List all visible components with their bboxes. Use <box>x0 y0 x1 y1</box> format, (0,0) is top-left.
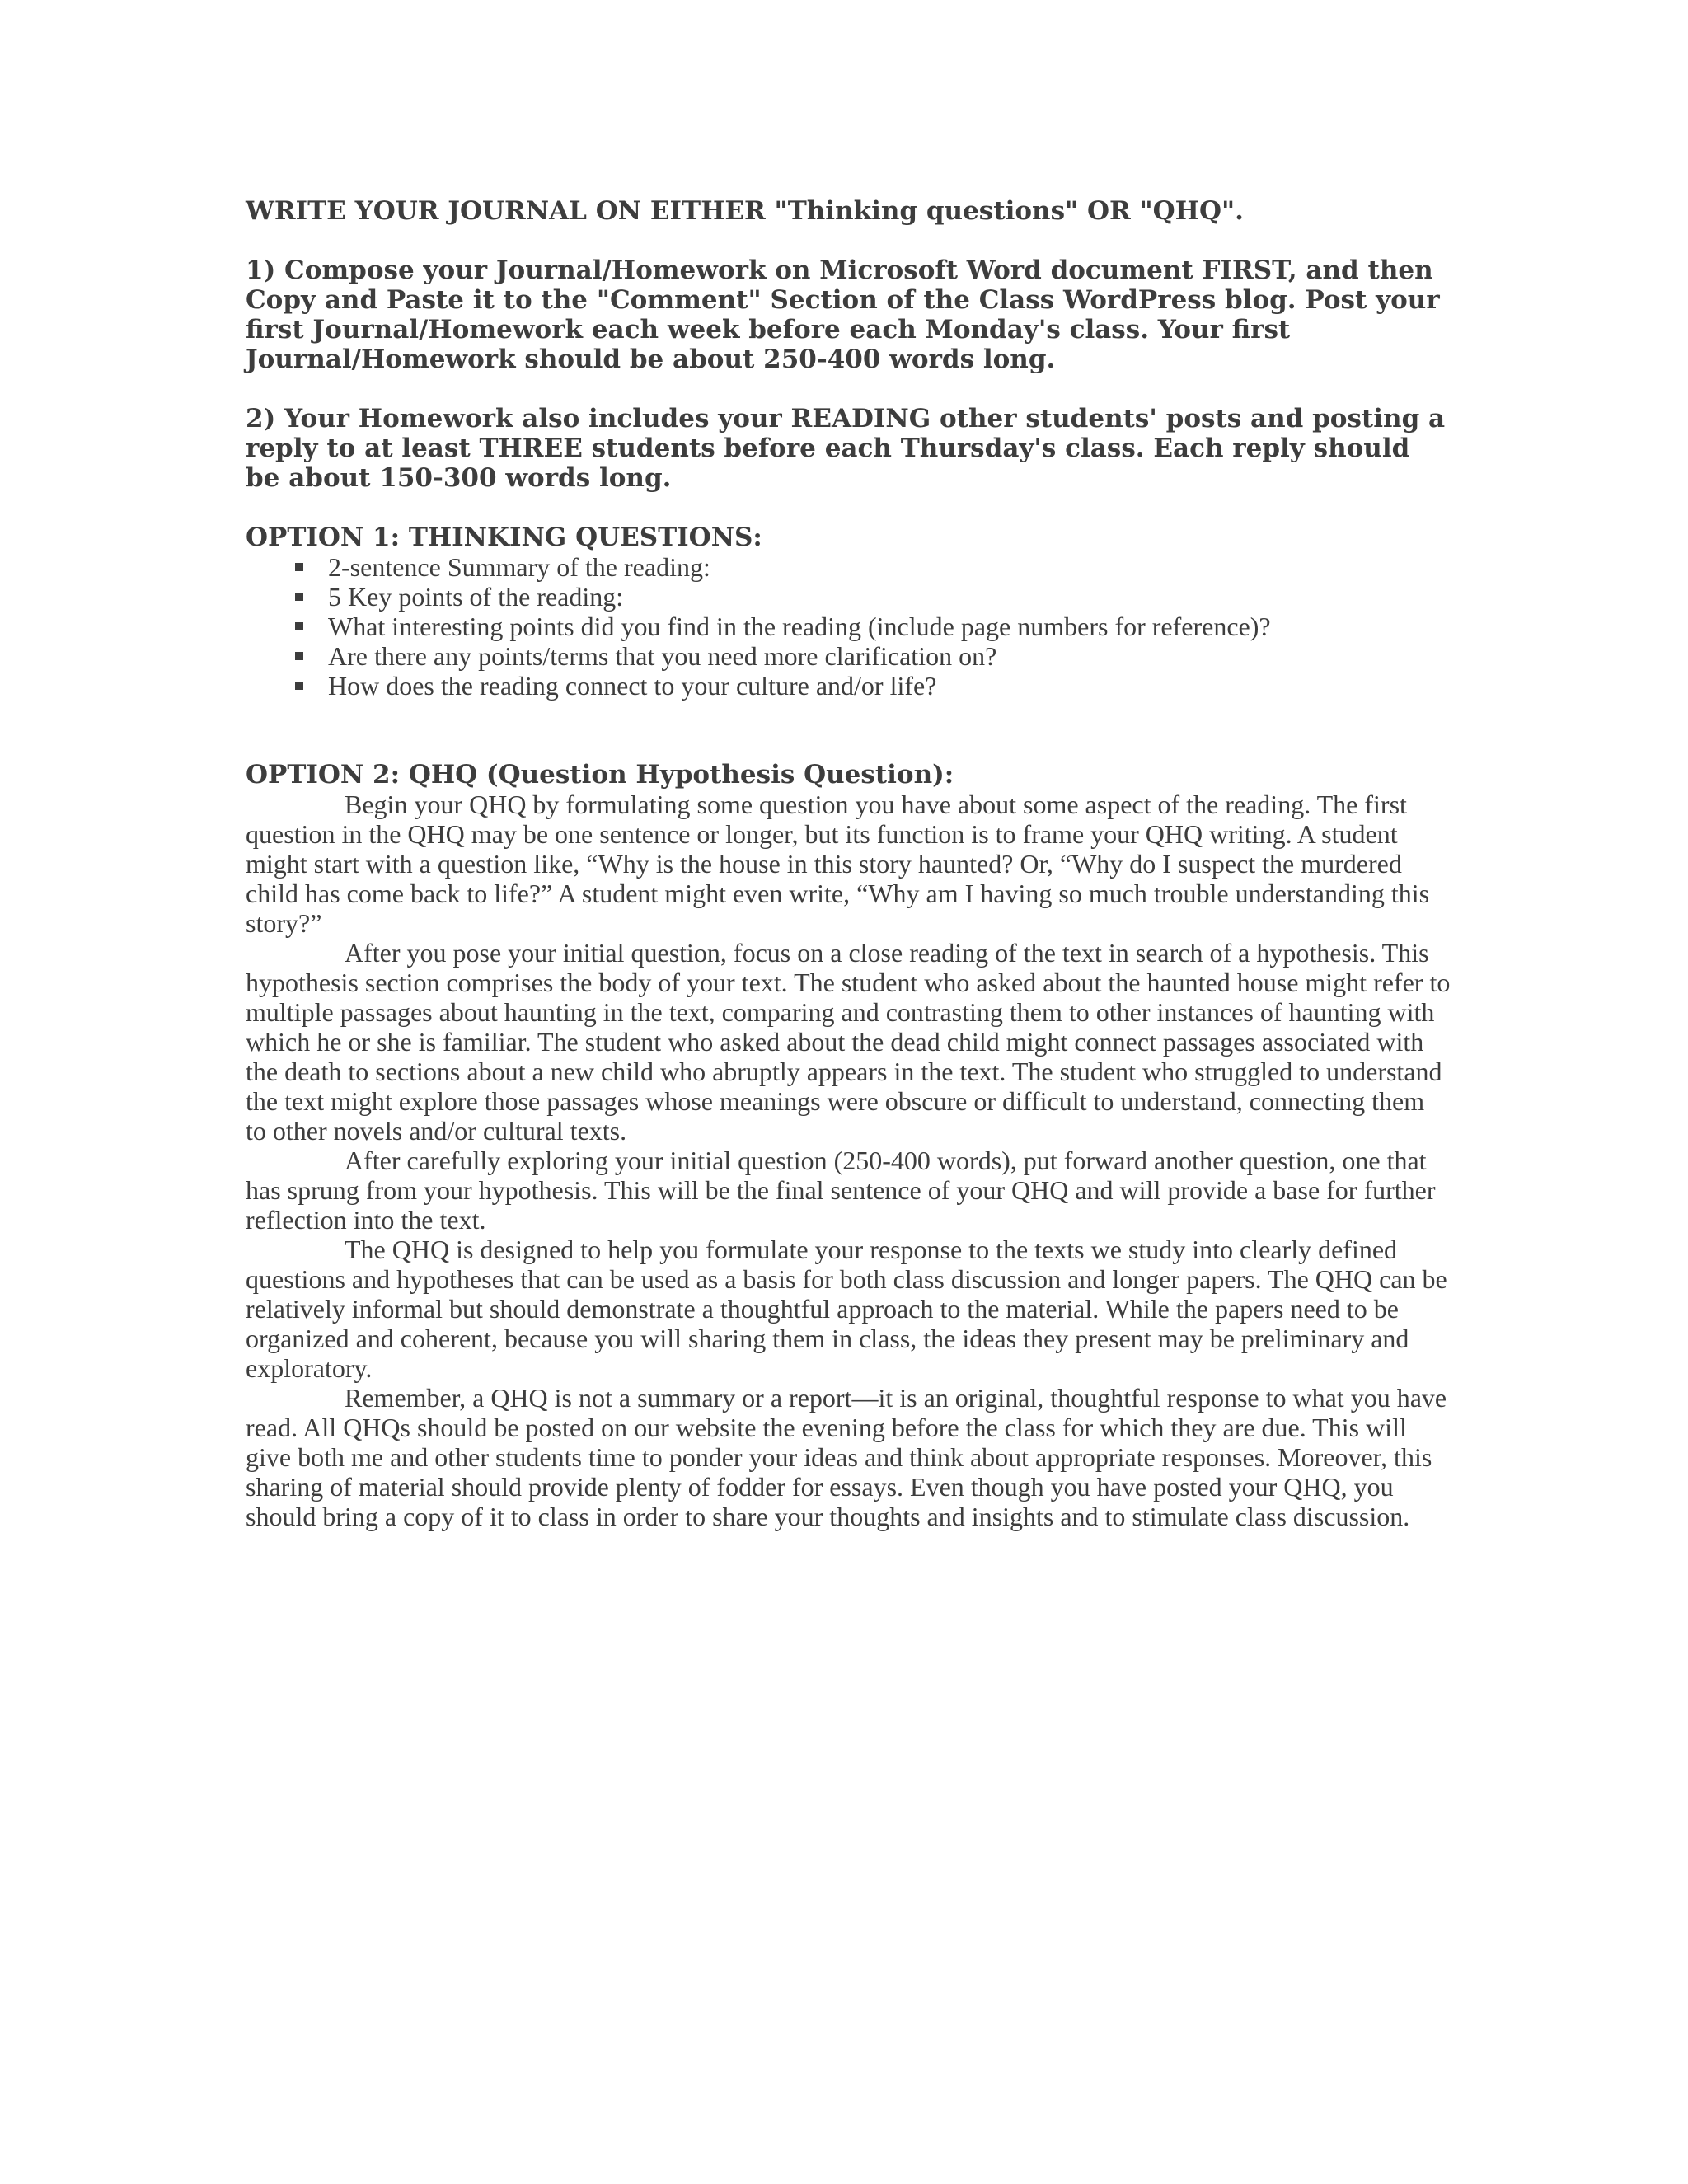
list-item-text: How does the reading connect to your culture and/or life? <box>328 671 937 701</box>
square-bullet-icon <box>295 622 303 630</box>
list-item <box>295 671 1451 701</box>
list-item <box>295 641 1451 671</box>
spacer <box>246 374 1451 404</box>
spacer <box>246 226 1451 255</box>
list-item-text: What interesting points did you find in the reading (include page numbers for reference)? <box>328 612 1271 641</box>
square-bullet-icon <box>295 652 303 660</box>
option-1-heading: OPTION 1: THINKING QUESTIONS: <box>246 523 762 552</box>
qhq-paragraph: After you pose your initial question, focus on a close reading of the text in search of a hypothesis. This hypothesis section comprises the body of your text. The student who asked about the haunted house might refer to multiple passages about haunting in the text, comparing and contrasting them to other instances of haunting with which he or she is familiar. The student who asked about the dead child might connect passages associated with the death to sections about a new child who abruptly appears in the text. The student who struggled to understand the text might explore those passages whose meanings were obscure or difficult to understand, connecting them to other novels and/or cultural texts. <box>246 938 1451 1146</box>
qhq-paragraph: The QHQ is designed to help you formulate your response to the texts we study into clearly defined questions and hypotheses that can be used as a basis for both class discussion and longer papers. The QHQ can be relatively informal but should demonstrate a thoughtful approach to the material. While the papers need to be organized and coherent, because you will sharing them in class, the ideas they present may be preliminary and exploratory. <box>246 1235 1447 1383</box>
square-bullet-icon <box>295 682 303 690</box>
document-body <box>246 196 1451 1531</box>
qhq-paragraph: Begin your QHQ by formulating some question you have about some aspect of the reading. The first question in the QHQ may be one sentence or longer, but its function is to frame your QHQ writing. A student might start with a question like, “Why is the house in this story haunted? Or, “Why do I suspect the murdered child has come back to life?” A student might even write, “Why am I having so much trouble understanding this story?” <box>246 790 1430 938</box>
square-bullet-icon <box>295 593 303 601</box>
step-1-instructions: 1) Compose your Journal/Homework on Microsoft Word document FIRST, and then Copy and Paste it to the "Comment" Section of the Class WordPress blog. Post your first Journal/Homework each week before each Monday's class. Your first Journal/Homework should be about 250-400 words long. <box>246 255 1440 374</box>
list-item-text: 2-sentence Summary of the reading: <box>328 552 710 582</box>
option-2-heading: OPTION 2: QHQ (Question Hypothesis Question): <box>246 760 954 790</box>
step-2-instructions: 2) Your Homework also includes your READING other students' posts and posting a reply to at least THREE students before each Thursday's class. Each reply should be about 150-300 words long. <box>246 404 1446 493</box>
list-item <box>295 582 1451 612</box>
list-item-text: 5 Key points of the reading: <box>328 582 624 612</box>
list-item <box>295 552 1451 582</box>
square-bullet-icon <box>295 563 303 571</box>
journal-instruction-heading: WRITE YOUR JOURNAL ON EITHER "Thinking questions" OR "QHQ". <box>246 196 1244 226</box>
thinking-questions-list <box>246 552 1451 701</box>
spacer <box>246 701 1451 760</box>
qhq-paragraph: Remember, a QHQ is not a summary or a report—it is an original, thoughtful response to what you have read. All QHQs should be posted on our website the evening before the class for which they are due. This will give both me and other students time to ponder your ideas and think about appropriate responses. Moreover, this sharing of material should provide plenty of fodder for essays. Even though you have posted your QHQ, you should bring a copy of it to class in order to share your thoughts and insights and to stimulate class discussion. <box>246 1383 1447 1531</box>
list-item <box>295 612 1451 641</box>
list-item-text: Are there any points/terms that you need more clarification on? <box>328 641 997 671</box>
spacer <box>246 493 1451 523</box>
qhq-paragraph: After carefully exploring your initial question (250-400 words), put forward another question, one that has sprung from your hypothesis. This will be the final sentence of your QHQ and will provide a base for further reflection into the text. <box>246 1146 1436 1235</box>
